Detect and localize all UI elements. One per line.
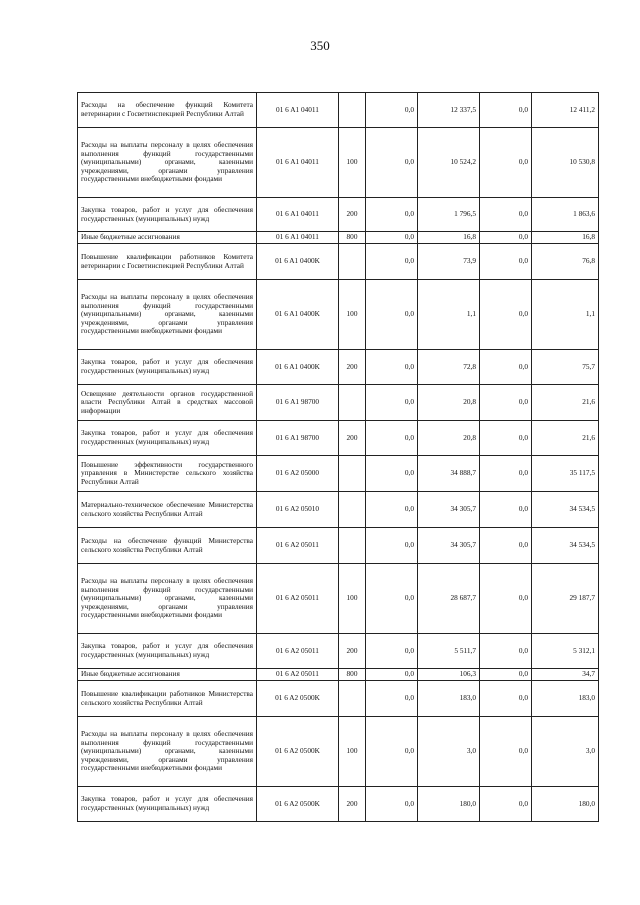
row-value-4: 35 117,5 xyxy=(532,456,599,492)
row-value-4: 1,1 xyxy=(532,280,599,350)
row-value-3: 0,0 xyxy=(480,93,532,128)
row-expense-type: 100 xyxy=(339,717,366,787)
row-value-3: 0,0 xyxy=(480,681,532,717)
row-target-code: 01 6 A2 0500K xyxy=(257,681,339,717)
row-description: Расходы на обеспечение функций Комитета ветеринарии с Госветинспекцией Республики Алтай xyxy=(78,93,257,128)
row-value-2: 16,8 xyxy=(418,232,480,244)
row-description: Повышение эффективности государственного управления в Министерстве сельского хозяйства Республики Алтай xyxy=(78,456,257,492)
table-row xyxy=(78,198,599,232)
row-target-code: 01 6 A2 05011 xyxy=(257,669,339,681)
row-value-2: 34 305,7 xyxy=(418,492,480,528)
row-expense-type xyxy=(339,492,366,528)
row-value-1: 0,0 xyxy=(366,634,418,669)
row-value-3: 0,0 xyxy=(480,198,532,232)
row-expense-type: 100 xyxy=(339,564,366,634)
row-value-4: 76,8 xyxy=(532,244,599,280)
row-value-1: 0,0 xyxy=(366,280,418,350)
row-value-4: 180,0 xyxy=(532,787,599,822)
row-value-1: 0,0 xyxy=(366,717,418,787)
row-value-2: 28 687,7 xyxy=(418,564,480,634)
row-target-code: 01 6 A1 98700 xyxy=(257,421,339,456)
row-value-3: 0,0 xyxy=(480,717,532,787)
row-description: Закупка товаров, работ и услуг для обеспечения государственных (муниципальных) нужд xyxy=(78,421,257,456)
row-value-1: 0,0 xyxy=(366,244,418,280)
row-value-2: 180,0 xyxy=(418,787,480,822)
row-value-1: 0,0 xyxy=(366,421,418,456)
row-description: Иные бюджетные ассигнования xyxy=(78,232,257,244)
row-value-2: 106,3 xyxy=(418,669,480,681)
row-value-2: 12 337,5 xyxy=(418,93,480,128)
budget-table xyxy=(77,92,599,822)
row-description: Иные бюджетные ассигнования xyxy=(78,669,257,681)
row-description: Освещение деятельности органов государственной власти Республики Алтай в средствах массовой информации xyxy=(78,385,257,421)
row-value-3: 0,0 xyxy=(480,456,532,492)
row-value-2: 10 524,2 xyxy=(418,128,480,198)
row-value-3: 0,0 xyxy=(480,528,532,564)
row-expense-type: 800 xyxy=(339,669,366,681)
row-value-1: 0,0 xyxy=(366,492,418,528)
table-row xyxy=(78,787,599,822)
row-value-1: 0,0 xyxy=(366,528,418,564)
row-description: Закупка товаров, работ и услуг для обеспечения государственных (муниципальных) нужд xyxy=(78,350,257,385)
row-value-1: 0,0 xyxy=(366,564,418,634)
table-row xyxy=(78,232,599,244)
budget-table-body xyxy=(78,93,599,822)
row-value-4: 29 187,7 xyxy=(532,564,599,634)
table-row xyxy=(78,350,599,385)
row-value-3: 0,0 xyxy=(480,787,532,822)
row-value-4: 10 530,8 xyxy=(532,128,599,198)
row-expense-type xyxy=(339,528,366,564)
row-value-3: 0,0 xyxy=(480,128,532,198)
row-expense-type: 200 xyxy=(339,421,366,456)
row-value-1: 0,0 xyxy=(366,93,418,128)
row-value-3: 0,0 xyxy=(480,669,532,681)
row-target-code: 01 6 A1 04011 xyxy=(257,198,339,232)
row-value-2: 20,8 xyxy=(418,421,480,456)
row-value-3: 0,0 xyxy=(480,244,532,280)
row-target-code: 01 6 A1 0400K xyxy=(257,244,339,280)
row-value-3: 0,0 xyxy=(480,350,532,385)
table-row xyxy=(78,128,599,198)
row-target-code: 01 6 A1 0400K xyxy=(257,350,339,385)
row-target-code: 01 6 A1 04011 xyxy=(257,128,339,198)
table-row xyxy=(78,456,599,492)
row-expense-type: 800 xyxy=(339,232,366,244)
row-value-2: 20,8 xyxy=(418,385,480,421)
row-value-3: 0,0 xyxy=(480,564,532,634)
row-value-2: 5 511,7 xyxy=(418,634,480,669)
row-target-code: 01 6 A2 0500K xyxy=(257,787,339,822)
row-description: Расходы на выплаты персоналу в целях обеспечения выполнения функций государственными (муниципальными) органами, казенными учреждениями, органами управления государственными внебюджетными фондами xyxy=(78,717,257,787)
row-value-3: 0,0 xyxy=(480,492,532,528)
row-value-1: 0,0 xyxy=(366,681,418,717)
row-value-4: 16,8 xyxy=(532,232,599,244)
row-value-4: 12 411,2 xyxy=(532,93,599,128)
row-value-3: 0,0 xyxy=(480,280,532,350)
row-expense-type xyxy=(339,244,366,280)
row-target-code: 01 6 A1 04011 xyxy=(257,232,339,244)
row-target-code: 01 6 A2 05000 xyxy=(257,456,339,492)
row-value-4: 21,6 xyxy=(532,385,599,421)
row-value-4: 5 312,1 xyxy=(532,634,599,669)
row-description: Закупка товаров, работ и услуг для обеспечения государственных (муниципальных) нужд xyxy=(78,634,257,669)
row-description: Расходы на выплаты персоналу в целях обеспечения выполнения функций государственными (муниципальными) органами, казенными учреждениями, органами управления государственными внебюджетными фондами xyxy=(78,280,257,350)
row-value-1: 0,0 xyxy=(366,456,418,492)
table-row xyxy=(78,681,599,717)
row-target-code: 01 6 A2 05011 xyxy=(257,564,339,634)
row-value-2: 34 305,7 xyxy=(418,528,480,564)
table-row xyxy=(78,280,599,350)
row-target-code: 01 6 A1 04011 xyxy=(257,93,339,128)
row-value-1: 0,0 xyxy=(366,128,418,198)
table-row xyxy=(78,385,599,421)
row-value-1: 0,0 xyxy=(366,669,418,681)
row-description: Повышение квалификации работников Комитета ветеринарии с Госветинспекцией Республики Алтай xyxy=(78,244,257,280)
row-value-2: 183,0 xyxy=(418,681,480,717)
table-row xyxy=(78,669,599,681)
row-value-3: 0,0 xyxy=(480,634,532,669)
table-row xyxy=(78,528,599,564)
row-expense-type: 100 xyxy=(339,280,366,350)
row-value-2: 1,1 xyxy=(418,280,480,350)
row-value-4: 3,0 xyxy=(532,717,599,787)
table-row xyxy=(78,93,599,128)
table-row xyxy=(78,421,599,456)
row-value-1: 0,0 xyxy=(366,385,418,421)
row-target-code: 01 6 A1 98700 xyxy=(257,385,339,421)
row-value-4: 34,7 xyxy=(532,669,599,681)
row-description: Закупка товаров, работ и услуг для обеспечения государственных (муниципальных) нужд xyxy=(78,198,257,232)
row-expense-type: 200 xyxy=(339,787,366,822)
row-value-4: 34 534,5 xyxy=(532,528,599,564)
row-description: Повышение квалификации работников Министерства сельского хозяйства Республики Алтай xyxy=(78,681,257,717)
row-expense-type: 200 xyxy=(339,198,366,232)
row-description: Расходы на обеспечение функций Министерства сельского хозяйства Республики Алтай xyxy=(78,528,257,564)
row-value-2: 3,0 xyxy=(418,717,480,787)
row-target-code: 01 6 A2 05010 xyxy=(257,492,339,528)
row-value-1: 0,0 xyxy=(366,198,418,232)
row-target-code: 01 6 A2 05011 xyxy=(257,528,339,564)
row-description: Закупка товаров, работ и услуг для обеспечения государственных (муниципальных) нужд xyxy=(78,787,257,822)
row-value-4: 34 534,5 xyxy=(532,492,599,528)
row-value-1: 0,0 xyxy=(366,232,418,244)
row-value-3: 0,0 xyxy=(480,385,532,421)
row-target-code: 01 6 A2 0500K xyxy=(257,717,339,787)
table-row xyxy=(78,634,599,669)
row-value-2: 73,9 xyxy=(418,244,480,280)
table-row xyxy=(78,564,599,634)
row-value-1: 0,0 xyxy=(366,350,418,385)
row-expense-type: 200 xyxy=(339,350,366,385)
row-target-code: 01 6 A2 05011 xyxy=(257,634,339,669)
row-value-2: 34 888,7 xyxy=(418,456,480,492)
row-value-2: 1 796,5 xyxy=(418,198,480,232)
page-number: 350 xyxy=(310,38,330,53)
row-value-4: 21,6 xyxy=(532,421,599,456)
row-description: Расходы на выплаты персоналу в целях обеспечения выполнения функций государственными (муниципальными) органами, казенными учреждениями, органами управления государственными внебюджетными фондами xyxy=(78,128,257,198)
table-row xyxy=(78,717,599,787)
table-row xyxy=(78,244,599,280)
row-value-4: 183,0 xyxy=(532,681,599,717)
row-expense-type: 200 xyxy=(339,634,366,669)
row-value-4: 75,7 xyxy=(532,350,599,385)
row-description: Материально-техническое обеспечение Министерства сельского хозяйства Республики Алтай xyxy=(78,492,257,528)
row-description: Расходы на выплаты персоналу в целях обеспечения выполнения функций государственными (муниципальными) органами, казенными учреждениями, органами управления государственными внебюджетными фондами xyxy=(78,564,257,634)
table-row xyxy=(78,492,599,528)
row-expense-type xyxy=(339,93,366,128)
row-value-3: 0,0 xyxy=(480,232,532,244)
row-expense-type xyxy=(339,456,366,492)
row-value-2: 72,8 xyxy=(418,350,480,385)
row-value-1: 0,0 xyxy=(366,787,418,822)
row-expense-type: 100 xyxy=(339,128,366,198)
row-expense-type xyxy=(339,385,366,421)
row-expense-type xyxy=(339,681,366,717)
row-value-4: 1 863,6 xyxy=(532,198,599,232)
row-value-3: 0,0 xyxy=(480,421,532,456)
row-target-code: 01 6 A1 0400K xyxy=(257,280,339,350)
